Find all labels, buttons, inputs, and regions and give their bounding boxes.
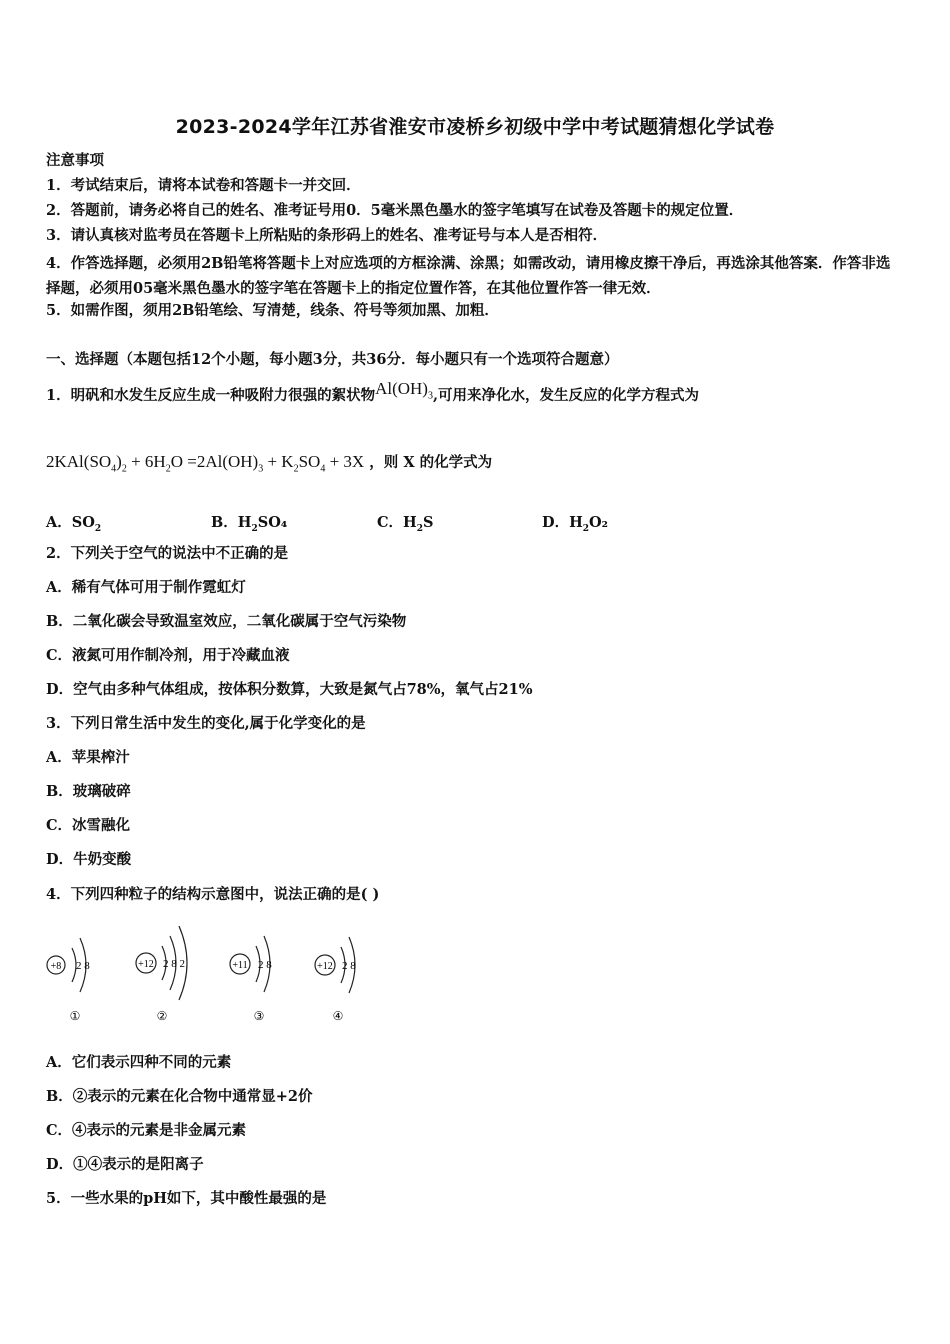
svg-text:2 8 2: 2 8 2 [163, 958, 185, 970]
atom-diagram-4 [315, 937, 356, 1023]
q2-option-b: B．二氧化碳会导致温室效应，二氧化碳属于空气污染物 [46, 613, 407, 630]
question-5: 5．一些水果的pH如下，其中酸性最强的是 [46, 1190, 327, 1207]
notice-item-5: 5．如需作图，须用2B铅笔绘、写清楚，线条、符号等须加黑、加粗． [46, 302, 499, 319]
notice-item-2: 2．答题前，请务必将自己的姓名、准考证号用0．5毫米黑色墨水的签字笔填写在试卷及答题卡的规定位置． [46, 202, 744, 219]
atom-diagram-1 [47, 938, 90, 1023]
q3-option-d: D．牛奶变酸 [46, 851, 132, 868]
svg-text:③: ③ [253, 1009, 265, 1023]
q4-option-b: B．②表示的元素在化合物中通常显+2价 [46, 1088, 313, 1105]
q3-option-c: C．冰雪融化 [46, 817, 131, 834]
q2-option-c: C．液氮可用作制冷剂，用于冷藏血液 [46, 647, 290, 664]
notice-item-3: 3．请认真核对监考员在答题卡上所粘贴的条形码上的姓名、准考证号与本人是否相符． [46, 227, 608, 244]
notice-item-4: 4．作答选择题，必须用2B铅笔将答题卡上对应选项的方框涂满、涂黑；如需改动，请用橡皮擦干净后，再选涂其他答案．作答非选择题，必须用05毫米黑色墨水的签字笔在答题卡上的指定位置作答，在其他位置作答一律无效． [46, 255, 891, 297]
question-3: 3．下列日常生活中发生的变化,属于化学变化的是 [46, 715, 366, 732]
atom-diagram-3 [230, 936, 272, 1023]
atomic-structure-diagrams [40, 918, 380, 1028]
svg-text:2 8: 2 8 [258, 959, 272, 971]
q1-option-a: A．$SO_2$ [46, 514, 102, 534]
question-1-text: 1．明矾和水发生反应生成一种吸附力很强的絮状物 [46, 387, 376, 404]
svg-text:+12: +12 [317, 961, 333, 972]
q3-option-b: B．玻璃破碎 [46, 783, 131, 800]
svg-text:+8: +8 [50, 961, 62, 972]
page-title: 2023-2024学年江苏省淮安市凌桥乡初级中学中考试题猜想化学试卷 [175, 116, 775, 138]
svg-text:②: ② [156, 1009, 168, 1023]
q4-option-a: A．它们表示四种不同的元素 [46, 1054, 232, 1071]
question-4: 4．下列四种粒子的结构示意图中，说法正确的是( ) [46, 886, 380, 903]
q1-option-b: B．$H_2SO_4$ [211, 514, 288, 534]
q3-option-a: A．苹果榨汁 [46, 749, 130, 766]
q4-option-d: D．①④表示的是阳离子 [46, 1156, 204, 1173]
svg-text:2 8: 2 8 [342, 960, 356, 972]
svg-text:④: ④ [332, 1009, 344, 1023]
svg-text:①: ① [69, 1009, 81, 1023]
svg-text:+12: +12 [138, 959, 154, 970]
atom-diagram-2 [136, 926, 187, 1023]
svg-text:+11: +11 [232, 960, 248, 971]
notice-item-1: 1．考试结束后，请将本试卷和答题卡一并交回． [46, 177, 361, 194]
q1-option-d: D．$H_2O_2$ [542, 514, 609, 534]
q2-option-a: A．稀有气体可用于制作霓虹灯 [46, 579, 246, 596]
svg-text:2 8: 2 8 [76, 960, 90, 972]
question-1-ask: ，则 X 的化学式为 [369, 454, 493, 471]
q1-option-c: C．$H_2S$ [377, 514, 434, 534]
section-heading: 一、选择题（本题包括12个小题，每小题3分，共36分．每小题只有一个选项符合题意） [46, 351, 619, 368]
q2-option-d: D．空气由多种气体组成，按体积分数算，大致是氮气占78%，氧气占21% [46, 681, 533, 698]
notice-heading: 注意事项 [46, 152, 104, 169]
question-1 [46, 379, 700, 412]
question-1-equation-line [46, 452, 492, 479]
question-2: 2．下列关于空气的说法中不正确的是 [46, 545, 289, 562]
q4-option-c: C．④表示的元素是非金属元素 [46, 1122, 247, 1139]
aloh3-formula: $Al(OH)_3$ [375, 379, 433, 402]
chemical-equation: $2KAl(SO_4)_2 + 6H_2O =2Al(OH)_3 + K_2SO_4 + 3X$ [46, 452, 365, 475]
question-1-text-after: ,可用来净化水，发生反应的化学方程式为 [432, 387, 700, 404]
